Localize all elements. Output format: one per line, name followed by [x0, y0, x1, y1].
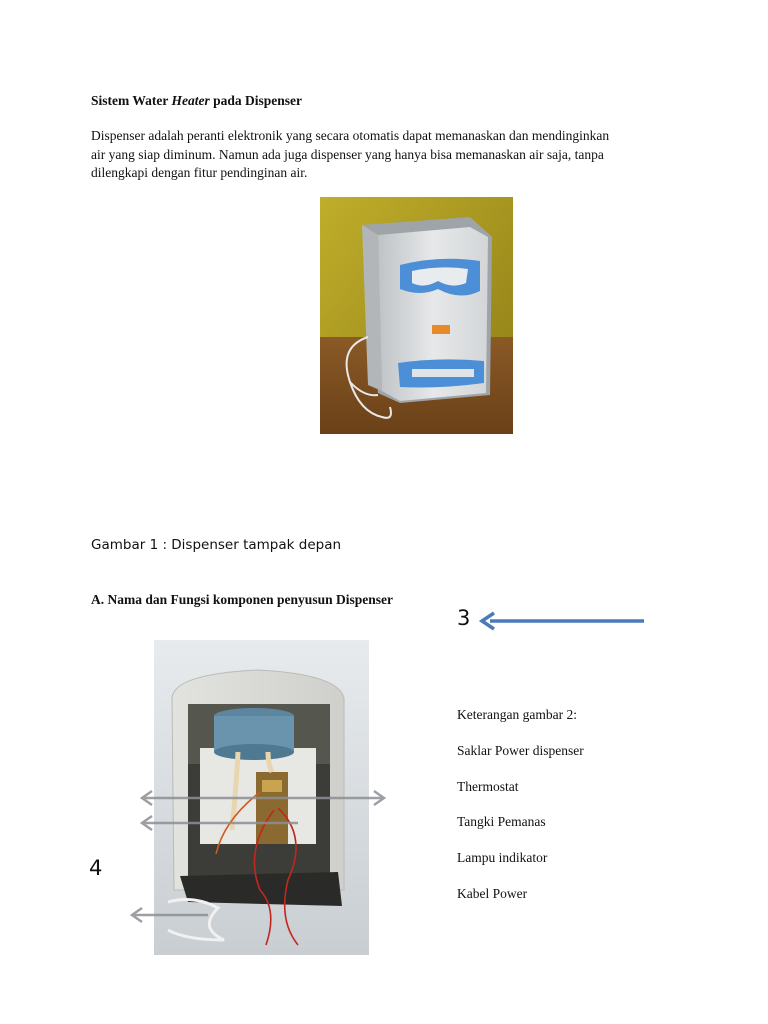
- legend-title: Keterangan gambar 2:: [457, 707, 577, 722]
- legend-item: Lampu indikator: [457, 850, 548, 866]
- intro-line: Dispenser adalah peranti elektronik yang secara otomatis dapat memanaskan dan mendinginkan: [91, 128, 610, 143]
- callout-number-4: 4: [89, 856, 103, 880]
- left-arrow-icon: [478, 610, 648, 632]
- intro-paragraph: [91, 127, 691, 183]
- section-a-heading: A. Nama dan Fungsi komponen penyusun Dispenser: [91, 592, 393, 607]
- legend-list: [457, 743, 584, 921]
- callout-number-3: 3: [457, 606, 471, 630]
- legend-item: Kabel Power: [457, 885, 528, 901]
- document-title: Sistem Water Heater pada Dispenser: [91, 93, 303, 108]
- legend-item: Saklar Power dispenser: [457, 743, 584, 758]
- legend-item: Tangki Pemanas: [457, 814, 546, 830]
- legend-item: Thermostat: [457, 778, 519, 794]
- intro-line: air yang siap diminum. Namun ada juga dispenser yang hanya bisa memanaskan air saja, tanpa: [91, 146, 604, 162]
- figure1-caption: Gambar 1 : Dispenser tampak depan: [91, 537, 342, 553]
- dispenser-front-photo: [320, 197, 513, 434]
- dispenser-interior-photo: [128, 640, 388, 955]
- intro-line: dilengkapi dengan fitur pendinginan air.: [91, 165, 308, 180]
